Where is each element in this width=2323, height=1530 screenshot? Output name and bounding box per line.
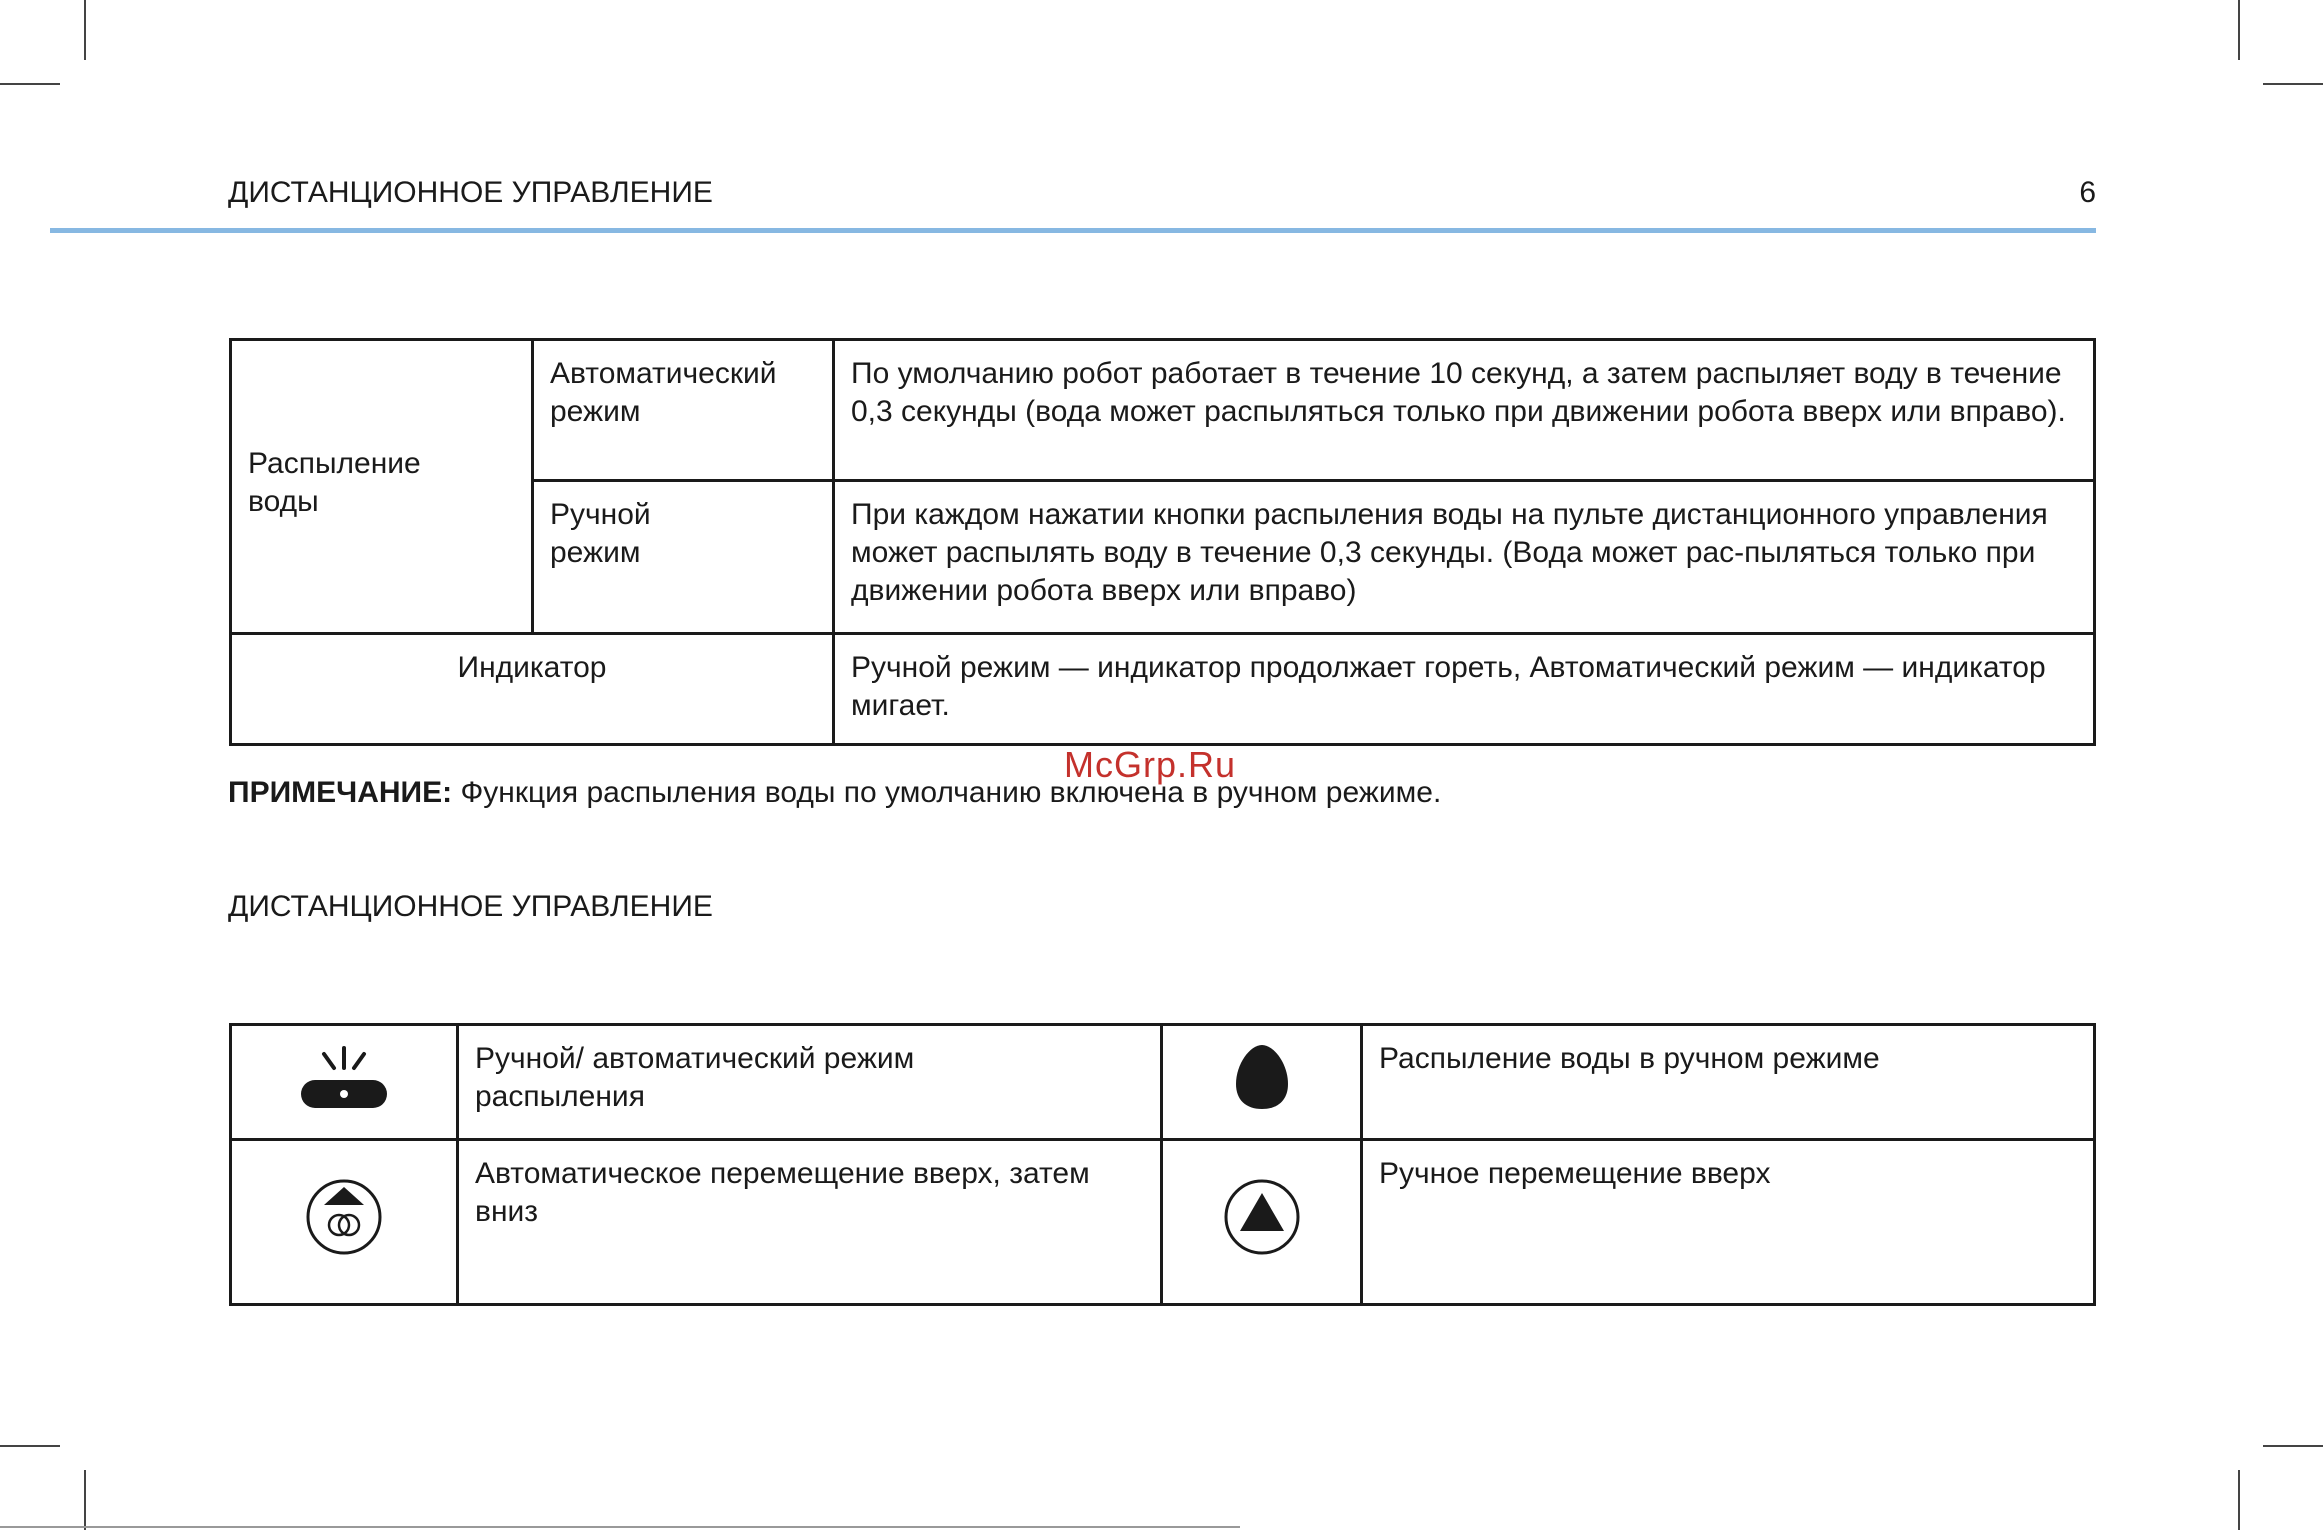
button-label: Ручное перемещение вверх bbox=[1379, 1157, 1771, 1190]
table-row bbox=[231, 1025, 2095, 1140]
spray-mode-table bbox=[229, 338, 2096, 746]
crop-mark bbox=[84, 0, 86, 60]
crop-mark bbox=[0, 83, 60, 85]
button-description-cell bbox=[458, 1025, 1162, 1140]
mode-label: Ручной режим bbox=[550, 498, 651, 569]
crop-mark bbox=[2238, 0, 2240, 60]
icon-cell bbox=[1162, 1025, 1362, 1140]
icon-cell bbox=[1162, 1140, 1362, 1305]
note-label: ПРИМЕЧАНИЕ: bbox=[228, 776, 453, 809]
page-bottom-line bbox=[0, 1526, 1240, 1528]
icon-cell bbox=[231, 1140, 458, 1305]
indicator-cell bbox=[231, 634, 834, 745]
note-text: Функция распыления воды по умолчанию включена в ручном режиме. bbox=[452, 776, 1442, 809]
spray-group-label: Распыление воды bbox=[248, 446, 421, 518]
section-title: ДИСТАНЦИОННОЕ УПРАВЛЕНИЕ bbox=[228, 890, 713, 923]
crop-mark bbox=[2263, 1445, 2323, 1447]
arrow-up-circle-icon bbox=[1222, 1177, 1302, 1257]
watermark: McGrp.Ru bbox=[1064, 744, 1237, 785]
page-number: 6 bbox=[2079, 176, 2096, 209]
button-description-cell bbox=[1362, 1140, 2095, 1305]
indicator-label: Индикатор bbox=[457, 651, 607, 684]
remote-buttons-table bbox=[229, 1023, 2096, 1306]
crop-mark bbox=[84, 1470, 86, 1530]
header-rule bbox=[50, 228, 2096, 233]
page-title: ДИСТАНЦИОННОЕ УПРАВЛЕНИЕ bbox=[228, 176, 713, 209]
spray-group-cell bbox=[231, 340, 533, 634]
table-row bbox=[231, 1140, 2095, 1305]
indicator-description-cell bbox=[834, 634, 2095, 745]
crop-mark bbox=[2238, 1470, 2240, 1530]
button-description-cell bbox=[458, 1140, 1162, 1305]
note bbox=[228, 776, 1441, 810]
mode-label: Автоматический режим bbox=[550, 357, 777, 428]
button-label: Распыление воды в ручном режиме bbox=[1379, 1042, 1880, 1075]
page-header bbox=[228, 176, 2096, 216]
indicator-description: Ручной режим — индикатор продолжает гореть, Автоматический режим — индикатор мигает. bbox=[851, 651, 2046, 722]
table-row bbox=[231, 340, 2095, 481]
button-description-cell bbox=[1362, 1025, 2095, 1140]
table-row bbox=[231, 634, 2095, 745]
mode-description: При каждом нажатии кнопки распыления воды на пульте дистанционного управления может распылять воду в течение 0,3 секунды. (Вода может рас-пыляться только при движении робота вверх или вправо) bbox=[851, 498, 2048, 607]
auto-up-down-icon bbox=[304, 1177, 384, 1257]
mode-description: По умолчанию робот работает в течение 10 секунд, а затем распыляет воду в течение 0,3 секунды (вода может распыляться только при движении робота вверх или вправо). bbox=[851, 357, 2066, 428]
button-label: Автоматическое перемещение вверх, затем вниз bbox=[475, 1157, 1090, 1228]
mode-cell bbox=[533, 481, 834, 634]
spray-mode-indicator-icon bbox=[294, 1042, 394, 1112]
description-cell bbox=[834, 340, 2095, 481]
water-drop-icon bbox=[1232, 1042, 1292, 1112]
button-label: Ручной/ автоматический режим распыления bbox=[475, 1042, 915, 1113]
icon-cell bbox=[231, 1025, 458, 1140]
description-cell bbox=[834, 481, 2095, 634]
crop-mark bbox=[0, 1445, 60, 1447]
mode-cell bbox=[533, 340, 834, 481]
crop-mark bbox=[2263, 83, 2323, 85]
